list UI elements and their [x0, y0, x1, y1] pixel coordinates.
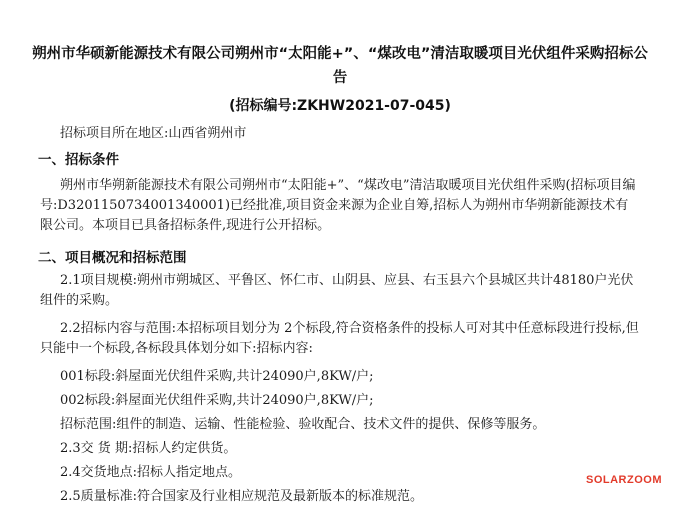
lot-002: 002标段:斜屋面光伏组件采购,共计24090户,8KW/户;: [60, 393, 374, 408]
tender-scope: 招标范围:组件的制造、运输、性能检验、验收配合、技术文件的提供、保修等服务。: [60, 417, 546, 432]
project-location: 招标项目所在地区:山西省朔州市: [60, 126, 247, 141]
tender-number: (招标编号:ZKHW2021-07-045): [229, 98, 451, 114]
document-title: 朔州市华硕新能源技术有限公司朔州市“太阳能+”、“煤改电”清洁取暖项目光伏组件采购招标公告: [32, 46, 648, 86]
project-scale: 2.1项目规模:朔州市朔城区、平鲁区、怀仁市、山阴县、应县、右玉县六个县城区共计48180户光伏组件的采购。: [40, 273, 634, 308]
section2-heading: 二、项目概况和招标范围: [38, 250, 187, 266]
section1-heading: 一、招标条件: [38, 152, 119, 168]
delivery-period: 2.3交 货 期:招标人约定供货。: [60, 441, 237, 456]
section1-body: 朔州市华朔新能源技术有限公司朔州市“太阳能+”、“煤改电”清洁取暖项目光伏组件采购(招标项目编号:D3201150734001340001)已经批准,项目资金来源为企业自筹,招标人为朔州市华朔新能源技术有限公司。本项目已具备招标条件,现进行公开招标。: [40, 178, 636, 233]
solarzoom-watermark: SOLARZOOM: [586, 474, 662, 486]
tender-content: 2.2招标内容与范围:本招标项目划分为 2个标段,符合资格条件的投标人可对其中任意标段进行投标,但只能中一个标段,各标段具体划分如下:招标内容:: [40, 321, 639, 356]
delivery-place: 2.4交货地点:招标人指定地点。: [60, 465, 242, 480]
quality-standard: 2.5质量标准:符合国家及行业相应规范及最新版本的标准规范。: [60, 489, 424, 504]
lot-001: 001标段:斜屋面光伏组件采购,共计24090户,8KW/户;: [60, 369, 374, 384]
